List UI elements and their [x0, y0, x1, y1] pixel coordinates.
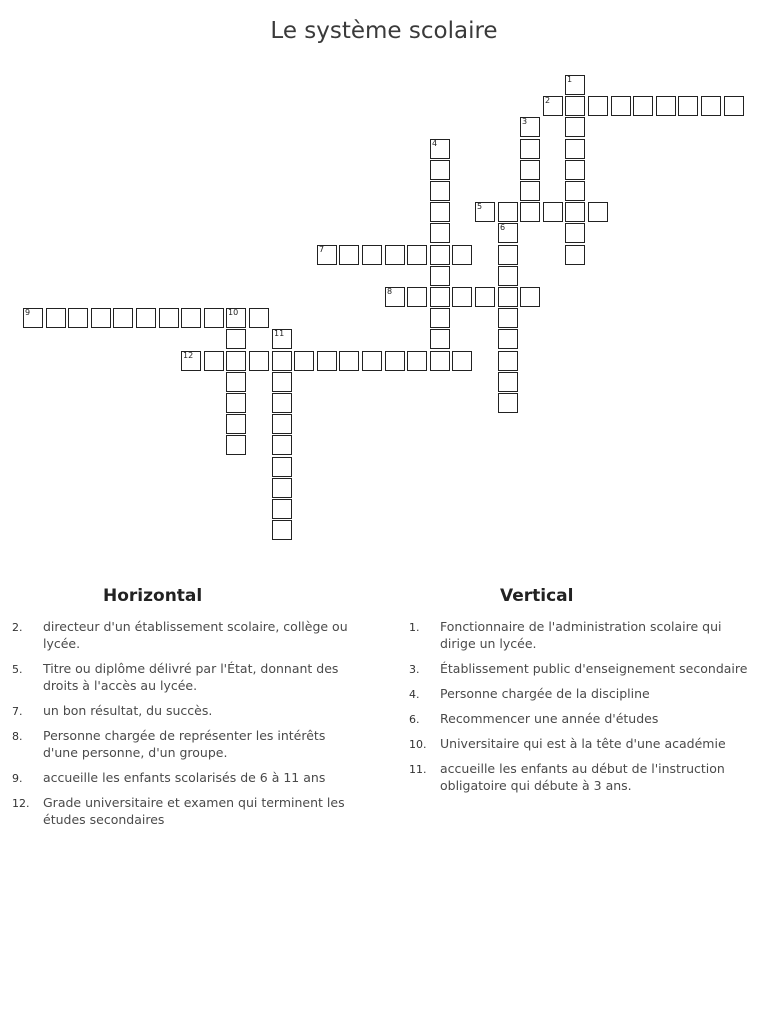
crossword-cell[interactable] [520, 181, 540, 201]
crossword-cell[interactable] [272, 478, 292, 498]
crossword-letter-input[interactable] [273, 436, 291, 454]
crossword-cell[interactable] [294, 351, 314, 371]
crossword-cell[interactable] [46, 308, 66, 328]
crossword-cell[interactable] [226, 414, 246, 434]
crossword-cell[interactable] [430, 202, 450, 222]
clue-number: 1. [409, 621, 420, 634]
crossword-letter-input[interactable] [318, 352, 336, 370]
crossword-cell[interactable] [91, 308, 111, 328]
crossword-letter-input[interactable] [725, 97, 743, 115]
crossword-cell[interactable] [430, 139, 450, 159]
crossword-letter-input[interactable] [521, 140, 539, 158]
crossword-cell[interactable] [430, 181, 450, 201]
clue-start-number: 8 [387, 287, 393, 296]
crossword-cell[interactable] [498, 223, 518, 243]
crossword-letter-input[interactable] [227, 415, 245, 433]
crossword-letter-input[interactable] [363, 352, 381, 370]
clue-text: Fonctionnaire de l'administration scolaire qui dirige un lycée. [440, 619, 722, 651]
crossword-letter-input[interactable] [431, 161, 449, 179]
page-title: Le système scolaire [270, 18, 498, 44]
crossword-letter-input[interactable] [566, 76, 584, 94]
crossword-letter-input[interactable] [182, 352, 200, 370]
crossword-letter-input[interactable] [544, 97, 562, 115]
crossword-letter-input[interactable] [205, 309, 223, 327]
crossword-cell[interactable] [204, 308, 224, 328]
crossword-letter-input[interactable] [431, 288, 449, 306]
crossword-letter-input[interactable] [476, 288, 494, 306]
crossword-cell[interactable] [520, 287, 540, 307]
crossword-letter-input[interactable] [566, 182, 584, 200]
crossword-cell[interactable] [520, 139, 540, 159]
clue-item [10, 769, 360, 786]
crossword-cell[interactable] [272, 414, 292, 434]
crossword-cell[interactable] [565, 223, 585, 243]
crossword-letter-input[interactable] [273, 500, 291, 518]
clue-start-number: 12 [183, 351, 194, 360]
crossword-letter-input[interactable] [273, 394, 291, 412]
crossword-cell[interactable] [498, 372, 518, 392]
crossword-cell[interactable] [452, 287, 472, 307]
vertical-clues [407, 586, 757, 802]
clue-text: Titre ou diplôme délivré par l'État, donnant des droits à l'accès au lycée. [43, 661, 339, 693]
crossword-cell[interactable] [430, 160, 450, 180]
clue-text: Personne chargée de la discipline [440, 686, 650, 701]
crossword-letter-input[interactable] [499, 352, 517, 370]
clue-text: Établissement public d'enseignement secondaire [440, 661, 748, 676]
crossword-cell[interactable] [701, 96, 721, 116]
crossword-letter-input[interactable] [227, 394, 245, 412]
crossword-letter-input[interactable] [657, 97, 675, 115]
crossword-letter-input[interactable] [431, 182, 449, 200]
crossword-letter-input[interactable] [408, 288, 426, 306]
clue-start-number: 2 [545, 96, 551, 105]
crossword-cell[interactable] [272, 351, 292, 371]
crossword-cell[interactable] [430, 223, 450, 243]
crossword-letter-input[interactable] [566, 203, 584, 221]
clue-start-number: 4 [432, 139, 438, 148]
crossword-cell[interactable] [204, 351, 224, 371]
crossword-letter-input[interactable] [250, 309, 268, 327]
crossword-letter-input[interactable] [227, 436, 245, 454]
crossword-cell[interactable] [226, 393, 246, 413]
crossword-letter-input[interactable] [227, 309, 245, 327]
clue-start-number: 5 [477, 202, 483, 211]
crossword-letter-input[interactable] [340, 352, 358, 370]
crossword-letter-input[interactable] [544, 203, 562, 221]
crossword-cell[interactable] [430, 266, 450, 286]
clue-number: 9. [12, 772, 23, 785]
crossword-letter-input[interactable] [589, 203, 607, 221]
crossword-cell[interactable] [656, 96, 676, 116]
crossword-cell[interactable] [362, 351, 382, 371]
crossword-letter-input[interactable] [499, 246, 517, 264]
crossword-letter-input[interactable] [499, 394, 517, 412]
crossword-letter-input[interactable] [408, 352, 426, 370]
crossword-letter-input[interactable] [499, 267, 517, 285]
crossword-letter-input[interactable] [205, 352, 223, 370]
crossword-cell[interactable] [565, 202, 585, 222]
crossword-cell[interactable] [452, 245, 472, 265]
crossword-cell[interactable] [565, 117, 585, 137]
crossword-cell[interactable] [498, 266, 518, 286]
crossword-letter-input[interactable] [634, 97, 652, 115]
crossword-letter-input[interactable] [589, 97, 607, 115]
clue-item [407, 618, 757, 652]
crossword-letter-input[interactable] [499, 203, 517, 221]
clue-item [10, 660, 360, 694]
crossword-cell[interactable] [633, 96, 653, 116]
crossword-cell[interactable] [272, 372, 292, 392]
crossword-cell[interactable] [611, 96, 631, 116]
crossword-cell[interactable] [272, 435, 292, 455]
clue-number: 11. [409, 763, 427, 776]
crossword-letter-input[interactable] [431, 309, 449, 327]
crossword-cell[interactable] [317, 245, 337, 265]
crossword-cell[interactable] [159, 308, 179, 328]
crossword-letter-input[interactable] [431, 352, 449, 370]
crossword-letter-input[interactable] [295, 352, 313, 370]
clue-item [10, 702, 360, 719]
crossword-letter-input[interactable] [386, 246, 404, 264]
crossword-cell[interactable] [362, 245, 382, 265]
crossword-cell[interactable] [588, 202, 608, 222]
crossword-cell[interactable] [226, 308, 246, 328]
crossword-letter-input[interactable] [408, 246, 426, 264]
crossword-letter-input[interactable] [182, 309, 200, 327]
clue-item [407, 685, 757, 702]
crossword-letter-input[interactable] [566, 140, 584, 158]
crossword-cell[interactable] [272, 393, 292, 413]
crossword-cell[interactable] [226, 435, 246, 455]
crossword-letter-input[interactable] [227, 373, 245, 391]
crossword-letter-input[interactable] [273, 330, 291, 348]
crossword-letter-input[interactable] [499, 373, 517, 391]
crossword-cell[interactable] [498, 245, 518, 265]
crossword-cell[interactable] [543, 96, 563, 116]
crossword-letter-input[interactable] [566, 118, 584, 136]
crossword-cell[interactable] [385, 245, 405, 265]
crossword-cell[interactable] [520, 202, 540, 222]
crossword-letter-input[interactable] [431, 330, 449, 348]
crossword-cell[interactable] [317, 351, 337, 371]
crossword-cell[interactable] [249, 308, 269, 328]
crossword-letter-input[interactable] [340, 246, 358, 264]
crossword-cell[interactable] [226, 329, 246, 349]
crossword-cell[interactable] [430, 287, 450, 307]
crossword-cell[interactable] [452, 351, 472, 371]
crossword-letter-input[interactable] [702, 97, 720, 115]
crossword-cell[interactable] [407, 351, 427, 371]
crossword-cell[interactable] [181, 308, 201, 328]
clue-item [407, 710, 757, 727]
crossword-letter-input[interactable] [318, 246, 336, 264]
crossword-letter-input[interactable] [273, 521, 291, 539]
crossword-letter-input[interactable] [363, 246, 381, 264]
crossword-cell[interactable] [113, 308, 133, 328]
crossword-cell[interactable] [565, 75, 585, 95]
crossword-letter-input[interactable] [521, 288, 539, 306]
crossword-letter-input[interactable] [47, 309, 65, 327]
crossword-cell[interactable] [520, 117, 540, 137]
crossword-cell[interactable] [430, 329, 450, 349]
clue-start-number: 10 [228, 308, 239, 317]
clue-number: 12. [12, 797, 30, 810]
crossword-letter-input[interactable] [521, 182, 539, 200]
crossword-cell[interactable] [272, 329, 292, 349]
crossword-cell[interactable] [543, 202, 563, 222]
crossword-letter-input[interactable] [431, 267, 449, 285]
crossword-letter-input[interactable] [499, 309, 517, 327]
crossword-letter-input[interactable] [386, 288, 404, 306]
crossword-letter-input[interactable] [273, 479, 291, 497]
crossword-letter-input[interactable] [431, 203, 449, 221]
crossword-letter-input[interactable] [453, 352, 471, 370]
crossword-letter-input[interactable] [566, 224, 584, 242]
crossword-cell[interactable] [385, 351, 405, 371]
crossword-cell[interactable] [430, 245, 450, 265]
horizontal-heading: Horizontal [103, 586, 203, 606]
crossword-letter-input[interactable] [521, 161, 539, 179]
clue-text: Grade universitaire et examen qui terminent les études secondaires [43, 795, 345, 827]
clue-text: Recommencer une année d'études [440, 711, 659, 726]
crossword-cell[interactable] [226, 351, 246, 371]
clue-item [407, 735, 757, 752]
crossword-cell[interactable] [430, 308, 450, 328]
crossword-letter-input[interactable] [499, 288, 517, 306]
crossword-cell[interactable] [588, 96, 608, 116]
clue-number: 7. [12, 705, 23, 718]
clue-number: 3. [409, 663, 420, 676]
clue-number: 4. [409, 688, 420, 701]
clue-start-number: 7 [319, 245, 325, 254]
crossword-letter-input[interactable] [92, 309, 110, 327]
crossword-letter-input[interactable] [521, 118, 539, 136]
crossword-cell[interactable] [430, 351, 450, 371]
crossword-letter-input[interactable] [273, 352, 291, 370]
crossword-cell[interactable] [498, 351, 518, 371]
crossword-cell[interactable] [407, 287, 427, 307]
clue-text: un bon résultat, du succès. [43, 703, 213, 718]
crossword-letter-input[interactable] [69, 309, 87, 327]
crossword-letter-input[interactable] [431, 140, 449, 158]
vertical-heading: Vertical [500, 586, 574, 606]
crossword-letter-input[interactable] [386, 352, 404, 370]
crossword-cell[interactable] [475, 202, 495, 222]
crossword-letter-input[interactable] [24, 309, 42, 327]
crossword-letter-input[interactable] [566, 161, 584, 179]
clue-start-number: 1 [567, 75, 573, 84]
crossword-cell[interactable] [498, 308, 518, 328]
clue-start-number: 3 [522, 117, 528, 126]
crossword-cell[interactable] [678, 96, 698, 116]
crossword-cell[interactable] [498, 287, 518, 307]
crossword-letter-input[interactable] [273, 415, 291, 433]
clue-text: accueille les enfants scolarisés de 6 à 11 ans [43, 770, 326, 785]
crossword-letter-input[interactable] [227, 352, 245, 370]
crossword-letter-input[interactable] [499, 330, 517, 348]
clue-number: 10. [409, 738, 427, 751]
crossword-cell[interactable] [272, 520, 292, 540]
crossword-cell[interactable] [181, 351, 201, 371]
crossword-cell[interactable] [475, 287, 495, 307]
clue-item [407, 660, 757, 677]
crossword-cell[interactable] [565, 245, 585, 265]
crossword-letter-input[interactable] [273, 458, 291, 476]
crossword-cell[interactable] [565, 181, 585, 201]
crossword-cell[interactable] [339, 351, 359, 371]
crossword-letter-input[interactable] [521, 203, 539, 221]
clue-start-number: 6 [500, 223, 506, 232]
clue-text: Personne chargée de représenter les intérêts d'une personne, d'un groupe. [43, 728, 326, 760]
crossword-cell[interactable] [565, 96, 585, 116]
crossword-cell[interactable] [565, 160, 585, 180]
crossword-cell[interactable] [407, 245, 427, 265]
crossword-cell[interactable] [498, 329, 518, 349]
crossword-letter-input[interactable] [137, 309, 155, 327]
crossword-cell[interactable] [226, 372, 246, 392]
crossword-cell[interactable] [385, 287, 405, 307]
clue-number: 5. [12, 663, 23, 676]
crossword-cell[interactable] [339, 245, 359, 265]
crossword-letter-input[interactable] [227, 330, 245, 348]
crossword-letter-input[interactable] [499, 224, 517, 242]
crossword-letter-input[interactable] [250, 352, 268, 370]
crossword-cell[interactable] [498, 393, 518, 413]
crossword-letter-input[interactable] [273, 373, 291, 391]
crossword-cell[interactable] [68, 308, 88, 328]
crossword-cell[interactable] [724, 96, 744, 116]
crossword-cell[interactable] [565, 139, 585, 159]
clue-text: accueille les enfants au début de l'instruction obligatoire qui débute à 3 ans. [440, 761, 725, 793]
crossword-letter-input[interactable] [431, 224, 449, 242]
crossword-letter-input[interactable] [612, 97, 630, 115]
crossword-cell[interactable] [249, 351, 269, 371]
clue-item [407, 760, 757, 794]
clue-number: 6. [409, 713, 420, 726]
crossword-letter-input[interactable] [476, 203, 494, 221]
crossword-cell[interactable] [272, 499, 292, 519]
horizontal-clues [10, 586, 360, 836]
clue-item [10, 618, 360, 652]
crossword-cell[interactable] [23, 308, 43, 328]
crossword-letter-input[interactable] [114, 309, 132, 327]
crossword-cell[interactable] [272, 457, 292, 477]
clue-start-number: 11 [274, 329, 285, 338]
crossword-cell[interactable] [498, 202, 518, 222]
crossword-letter-input[interactable] [566, 97, 584, 115]
clue-item [10, 794, 360, 828]
clue-start-number: 9 [25, 308, 31, 317]
crossword-letter-input[interactable] [453, 288, 471, 306]
clue-number: 8. [12, 730, 23, 743]
crossword-letter-input[interactable] [160, 309, 178, 327]
crossword-letter-input[interactable] [566, 246, 584, 264]
clue-item [10, 727, 360, 761]
clue-text: Universitaire qui est à la tête d'une académie [440, 736, 726, 751]
crossword-cell[interactable] [520, 160, 540, 180]
clue-number: 2. [12, 621, 23, 634]
clue-text: directeur d'un établissement scolaire, collège ou lycée. [43, 619, 348, 651]
crossword-cell[interactable] [136, 308, 156, 328]
crossword-letter-input[interactable] [679, 97, 697, 115]
crossword-letter-input[interactable] [431, 246, 449, 264]
crossword-letter-input[interactable] [453, 246, 471, 264]
